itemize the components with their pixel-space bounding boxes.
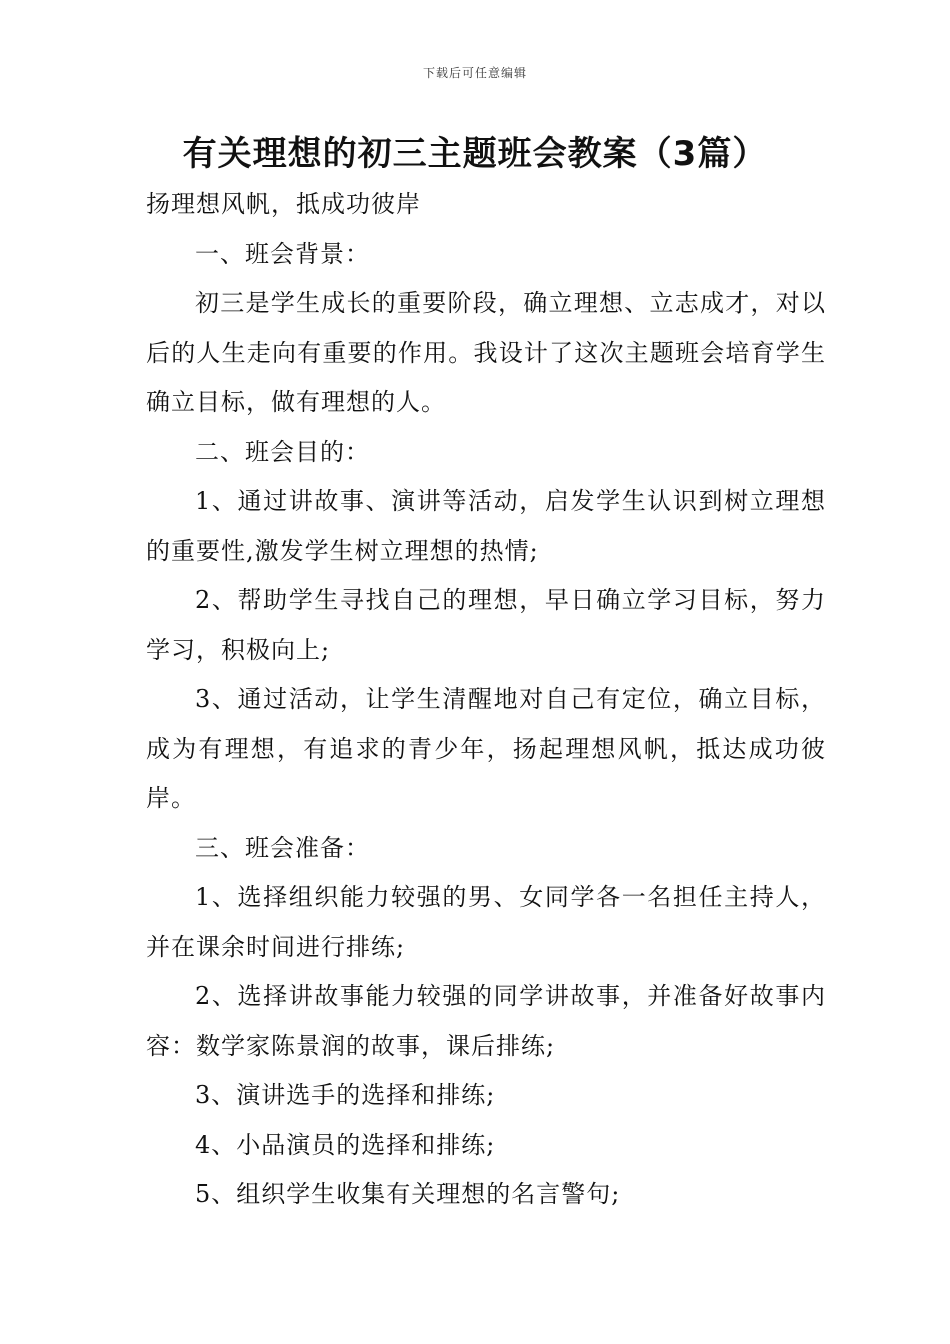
preparation-item-2: 2、选择讲故事能力较强的同学讲故事，并准备好故事内容：数学家陈景润的故事，课后排练;	[146, 982, 826, 1060]
background-paragraph: 初三是学生成长的重要阶段，确立理想、立志成才，对以后的人生走向有重要的作用。我设计了这次主题班会培育学生确立目标，做有理想的人。	[146, 289, 826, 416]
preparation-item-4: 4、小品演员的选择和排练;	[195, 1130, 496, 1159]
preparation-item-5: 5、组织学生收集有关理想的名言警句;	[195, 1180, 621, 1208]
header-note: 下载后可任意编辑	[422, 66, 527, 80]
section-heading-purpose: 二、班会目的：	[195, 437, 370, 466]
subtitle-paragraph: 扬理想风帆，抵成功彼岸	[146, 190, 421, 218]
document-body	[146, 180, 826, 1220]
preparation-item-1: 1、选择组织能力较强的男、女同学各一名担任主持人，并在课余时间进行排练;	[146, 883, 826, 961]
section-heading-background: 一、班会背景：	[195, 239, 370, 268]
purpose-item-2: 2、帮助学生寻找自己的理想，早日确立学习目标，努力学习，积极向上;	[146, 586, 826, 664]
preparation-item-3: 3、演讲选手的选择和排练;	[195, 1081, 496, 1109]
purpose-item-1: 1、通过讲故事、演讲等活动，启发学生认识到树立理想的重要性,激发学生树立理想的热情;	[146, 487, 826, 565]
purpose-item-3: 3、通过活动，让学生清醒地对自己有定位，确立目标，成为有理想，有追求的青少年，扬起理想风帆，抵达成功彼岸。	[146, 685, 826, 812]
section-heading-preparation: 三、班会准备：	[195, 833, 370, 862]
document-title: 有关理想的初三主题班会教案（3篇）	[182, 134, 768, 174]
